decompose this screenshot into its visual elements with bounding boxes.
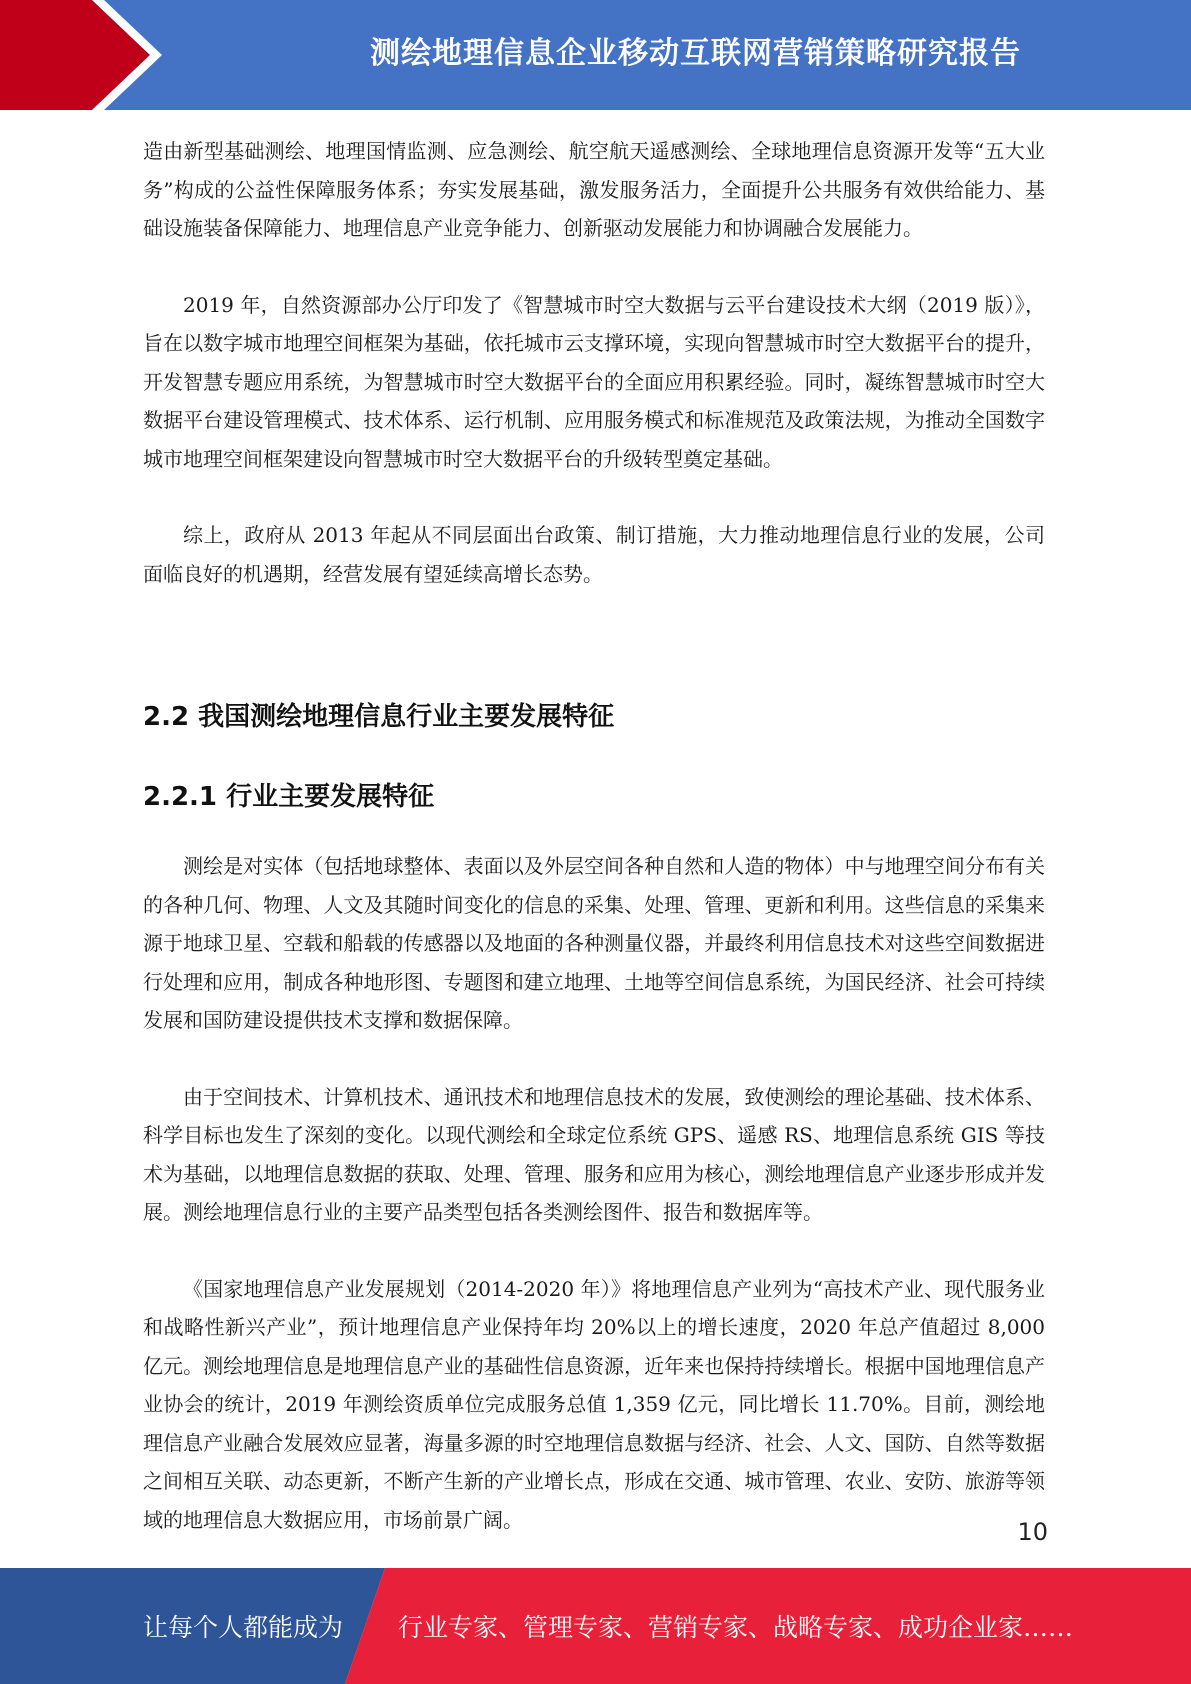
footer-slogan-right: 行业专家、管理专家、营销专家、战略专家、成功企业家……	[398, 1613, 1074, 1642]
paragraph: 综上，政府从 2013 年起从不同层面出台政策、制订措施，大力推动地理信息行业的发展，公司面临良好的机遇期，经营发展有望延续高增长态势。	[143, 523, 1045, 586]
section-heading: 2.2 我国测绘地理信息行业主要发展特征	[143, 702, 615, 732]
page-content	[143, 132, 1045, 1539]
page-footer	[0, 1568, 1191, 1684]
subsection-heading: 2.2.1 行业主要发展特征	[143, 782, 435, 812]
footer-slogan-left: 让每个人都能成为	[143, 1613, 344, 1642]
page-header	[0, 0, 1191, 110]
paragraph: 测绘是对实体（包括地球整体、表面以及外层空间各种自然和人造的物体）中与地理空间分布有关的各种几何、物理、人文及其随时间变化的信息的采集、处理、管理、更新和利用。这些信息的采集来源于地球卫星、空载和船载的传感器以及地面的各种测量仪器，并最终利用信息技术对这些空间数据进行处理和应用，制成各种地形图、专题图和建立地理、土地等空间信息系统，为国民经济、社会可持续发展和国防建设提供技术支撑和数据保障。	[143, 854, 1045, 1032]
paragraph: 由于空间技术、计算机技术、通讯技术和地理信息技术的发展，致使测绘的理论基础、技术体系、科学目标也发生了深刻的变化。以现代测绘和全球定位系统 GPS、遥感 RS、地理信息系统 GIS 等技术为基础，以地理信息数据的获取、处理、管理、服务和应用为核心，测绘地理信息产业逐步形成并发展。测绘地理信息行业的主要产品类型包括各类测绘图件、报告和数据库等。	[143, 1084, 1045, 1224]
document-title: 测绘地理信息企业移动互联网营销策略研究报告	[370, 36, 1021, 71]
paragraph: 2019 年，自然资源部办公厅印发了《智慧城市时空大数据与云平台建设技术大纲（2019 版）》，旨在以数字城市地理空间框架为基础，依托城市云支撑环境，实现向智慧城市时空大数据平台的提升，开发智慧专题应用系统，为智慧城市时空大数据平台的全面应用积累经验。同时，凝练智慧城市时空大数据平台建设管理模式、技术体系、运行机制、应用服务模式和标准规范及政策法规，为推动全国数字城市地理空间框架建设向智慧城市时空大数据平台的升级转型奠定基础。	[143, 292, 1045, 471]
paragraph: 《国家地理信息产业发展规划（2014-2020 年）》将地理信息产业列为“高技术产业、现代服务业和战略性新兴产业”，预计地理信息产业保持年均 20%以上的增长速度，2020 年总产值超过 8,000 亿元。测绘地理信息是地理信息产业的基础性信息资源，近年来也保持持续增长。根据中国地理信息产业协会的统计，2019 年测绘资质单位完成服务总值 1,359 亿元，同比增长 11.70%。目前，测绘地理信息产业融合发展效应显著，海量多源的时空地理信息数据与经济、社会、人文、国防、自然等数据之间相互关联、动态更新，不断产生新的产业增长点，形成在交通、城市管理、农业、安防、旅游等领域的地理信息大数据应用，市场前景广阔。	[143, 1276, 1045, 1532]
paragraph: 造由新型基础测绘、地理国情监测、应急测绘、航空航天遥感测绘、全球地理信息资源开发等“五大业务”构成的公益性保障服务体系；夯实发展基础，激发服务活力，全面提升公共服务有效供给能力、基础设施装备保障能力、地理信息产业竞争能力、创新驱动发展能力和协调融合发展能力。	[143, 139, 1045, 240]
page-number: 10	[1017, 1518, 1048, 1546]
